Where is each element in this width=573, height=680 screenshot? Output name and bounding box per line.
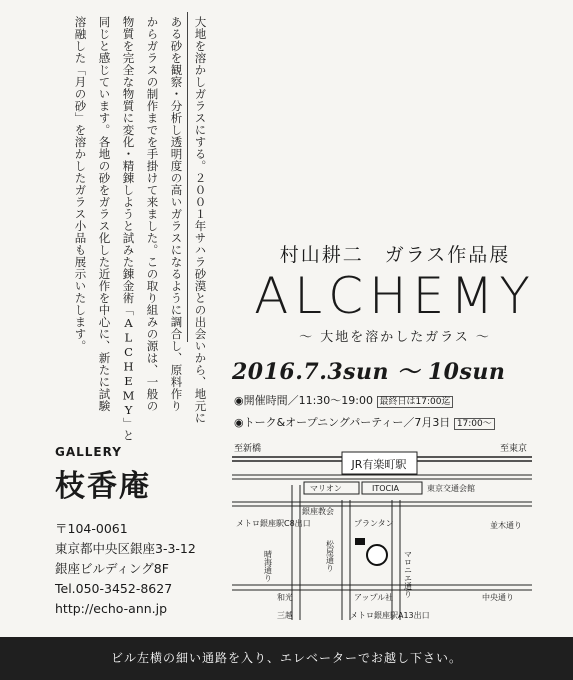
footer-bar: ビル左横の細い通路を入り、エレベーターでお越し下さい。	[0, 637, 573, 680]
north-left-label: 至新橋	[234, 444, 262, 454]
ginza-church-label: 銀座教会	[302, 507, 334, 516]
gallery-name: 枝香庵	[55, 469, 151, 504]
talk-label: ◉トーク&オープニングパーティー／7月3日	[234, 416, 451, 429]
description-column-2: ある砂を観察・分析し透明度の高いガラスになるように調合し、原料作り	[169, 16, 184, 412]
description-column-5: 同じと感じています。各地の砂をガラス化した近作を中心に、新たに試験	[97, 16, 112, 412]
map-svg	[232, 440, 532, 625]
metro-c8-label: メトロ銀座駅C8出口	[236, 519, 311, 528]
subtitle: 〜 大地を溶かしたガラス 〜	[299, 330, 491, 345]
main-title: ALCHEMY	[254, 267, 536, 325]
matsuya-label: 松屋通り	[325, 540, 335, 572]
postal-code: 〒104-0061	[55, 521, 128, 536]
description-column-4: 物質を完全な物質に変化・精錬しようと試みた錬金術「ALCHEMY」と	[121, 16, 136, 442]
talk-line	[234, 414, 560, 430]
description-column-1: 大地を溶かしガラスにする。２００１年サハラ砂漠との出会いから、地元に	[193, 16, 208, 424]
gallery-address	[55, 519, 235, 619]
namiki-label: 並木通り	[490, 521, 522, 530]
gallery-info	[55, 445, 235, 619]
metro-a13-label: メトロ銀座駅A13出口	[350, 611, 430, 620]
wako-label: 和光	[277, 593, 293, 602]
address-line-2: 銀座ビルディング8F	[55, 561, 169, 576]
description-column-6: 溶融した「月の砂」を溶かしたガラス小品も展示いたします。	[73, 16, 88, 352]
apple-label: アップル社	[354, 593, 394, 602]
gallery-label: GALLERY	[55, 445, 122, 459]
harumi-label: 晴海通り	[263, 550, 273, 582]
marunouchi-label: マロニエ通り	[403, 550, 413, 598]
description-column-3: からガラスの制作までを手掛けて来ました。この取り組みの源は、一般の	[145, 16, 160, 412]
marion-label: マリオン	[310, 484, 342, 493]
itocia-label: ITOCIA	[372, 484, 399, 493]
printemps-label: プランタン	[354, 519, 394, 528]
telephone: Tel.050-3452-8627	[55, 581, 173, 596]
access-map	[232, 440, 532, 625]
station-label: JR有楽町駅	[351, 458, 407, 471]
gallery-marker	[355, 538, 365, 545]
exhibition-title-block	[230, 240, 560, 430]
website-link[interactable]: http://echo-ann.jp	[55, 601, 168, 616]
kotsu-kaikan-label: 東京交通会館	[427, 484, 475, 493]
description-block	[48, 12, 208, 442]
artist-exhibition-title: 村山耕二 ガラス作品展	[279, 244, 511, 266]
exhibition-dates: 2016.7.3sun 〜 10sun	[232, 359, 506, 385]
hours-label: ◉開催時間／11:30〜19:00	[234, 394, 373, 407]
mitsukoshi-label: 三越	[277, 611, 293, 620]
talk-note: 17:00〜	[454, 418, 495, 430]
gallery-logo-icon	[367, 545, 387, 565]
chuo-label: 中央通り	[482, 593, 514, 602]
hours-note: 最終日は17:00迄	[377, 396, 454, 408]
address-line-1: 東京都中央区銀座3-3-12	[55, 541, 196, 556]
north-right-label: 至東京	[500, 444, 528, 454]
hours-line	[234, 392, 560, 408]
